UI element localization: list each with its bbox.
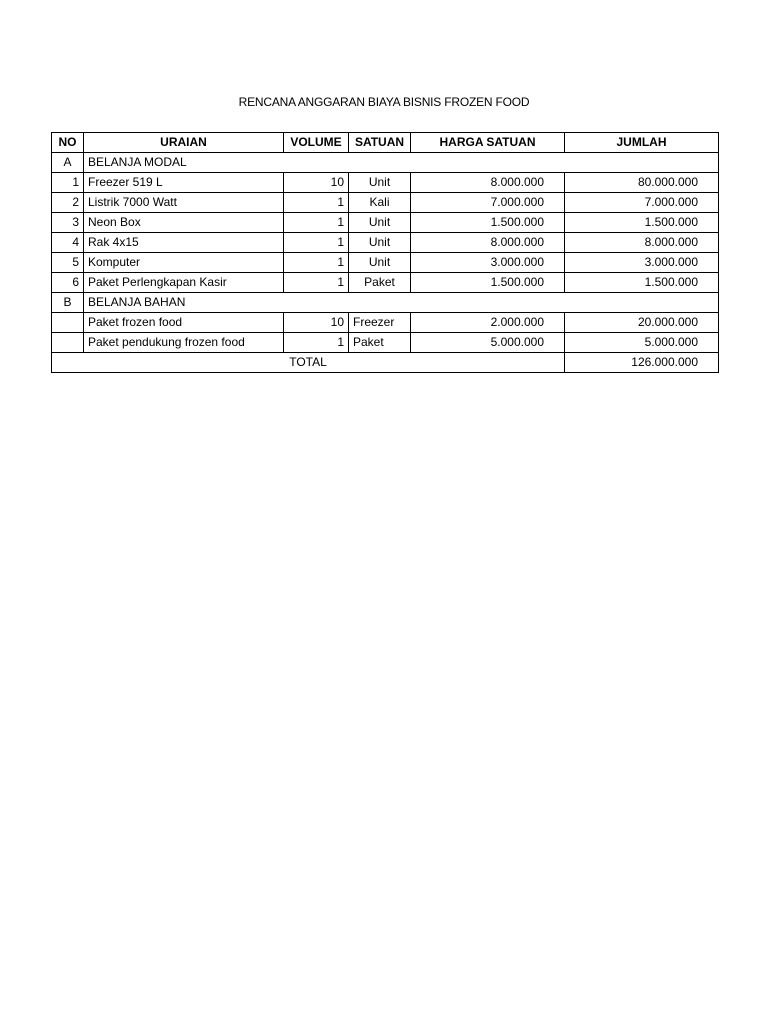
budget-table [51, 132, 719, 373]
row-harga: 2.000.000 [411, 313, 565, 333]
section-label: BELANJA MODAL [84, 153, 719, 173]
row-jumlah: 8.000.000 [565, 233, 719, 253]
header-volume: VOLUME [284, 133, 349, 153]
row-volume: 1 [284, 213, 349, 233]
row-harga: 7.000.000 [411, 193, 565, 213]
section-code: B [52, 293, 84, 313]
table-row [52, 213, 719, 233]
row-uraian: Listrik 7000 Watt [84, 193, 284, 213]
section-row-b [52, 293, 719, 313]
row-no: 3 [52, 213, 84, 233]
row-uraian: Paket frozen food [84, 313, 284, 333]
table-row [52, 333, 719, 353]
row-harga: 8.000.000 [411, 233, 565, 253]
row-volume: 1 [284, 253, 349, 273]
row-satuan: Unit [349, 173, 411, 193]
row-volume: 1 [284, 333, 349, 353]
row-uraian: Paket Perlengkapan Kasir [84, 273, 284, 293]
row-jumlah: 1.500.000 [565, 213, 719, 233]
table-row [52, 253, 719, 273]
table-row [52, 313, 719, 333]
row-harga: 8.000.000 [411, 173, 565, 193]
row-no: 5 [52, 253, 84, 273]
row-jumlah: 7.000.000 [565, 193, 719, 213]
total-label: TOTAL [52, 353, 565, 373]
row-no: 1 [52, 173, 84, 193]
document-title: RENCANA ANGGARAN BIAYA BISNIS FROZEN FOOD [238, 95, 530, 109]
row-harga: 1.500.000 [411, 273, 565, 293]
header-harga-satuan: HARGA SATUAN [411, 133, 565, 153]
row-jumlah: 1.500.000 [565, 273, 719, 293]
row-harga: 3.000.000 [411, 253, 565, 273]
total-value: 126.000.000 [565, 353, 719, 373]
row-uraian: Rak 4x15 [84, 233, 284, 253]
row-no [52, 313, 84, 333]
row-volume: 1 [284, 233, 349, 253]
row-no: 6 [52, 273, 84, 293]
row-uraian: Neon Box [84, 213, 284, 233]
header-no: NO [52, 133, 84, 153]
row-uraian: Paket pendukung frozen food [84, 333, 284, 353]
table-row [52, 173, 719, 193]
row-satuan: Kali [349, 193, 411, 213]
header-jumlah: JUMLAH [565, 133, 719, 153]
table-row [52, 233, 719, 253]
row-harga: 5.000.000 [411, 333, 565, 353]
section-label: BELANJA BAHAN [84, 293, 719, 313]
row-satuan: Paket [349, 333, 411, 353]
row-no: 2 [52, 193, 84, 213]
row-uraian: Freezer 519 L [84, 173, 284, 193]
row-volume: 10 [284, 173, 349, 193]
row-jumlah: 80.000.000 [565, 173, 719, 193]
section-code: A [52, 153, 84, 173]
row-no [52, 333, 84, 353]
row-volume: 1 [284, 273, 349, 293]
row-satuan: Freezer [349, 313, 411, 333]
total-row [52, 353, 719, 373]
section-row-a [52, 153, 719, 173]
row-satuan: Paket [349, 273, 411, 293]
row-no: 4 [52, 233, 84, 253]
row-volume: 1 [284, 193, 349, 213]
table-row [52, 193, 719, 213]
row-satuan: Unit [349, 253, 411, 273]
row-jumlah: 3.000.000 [565, 253, 719, 273]
header-satuan: SATUAN [349, 133, 411, 153]
row-volume: 10 [284, 313, 349, 333]
row-harga: 1.500.000 [411, 213, 565, 233]
table-row [52, 273, 719, 293]
row-jumlah: 20.000.000 [565, 313, 719, 333]
header-row [52, 133, 719, 153]
header-uraian: URAIAN [84, 133, 284, 153]
row-satuan: Unit [349, 233, 411, 253]
row-satuan: Unit [349, 213, 411, 233]
row-uraian: Komputer [84, 253, 284, 273]
row-jumlah: 5.000.000 [565, 333, 719, 353]
